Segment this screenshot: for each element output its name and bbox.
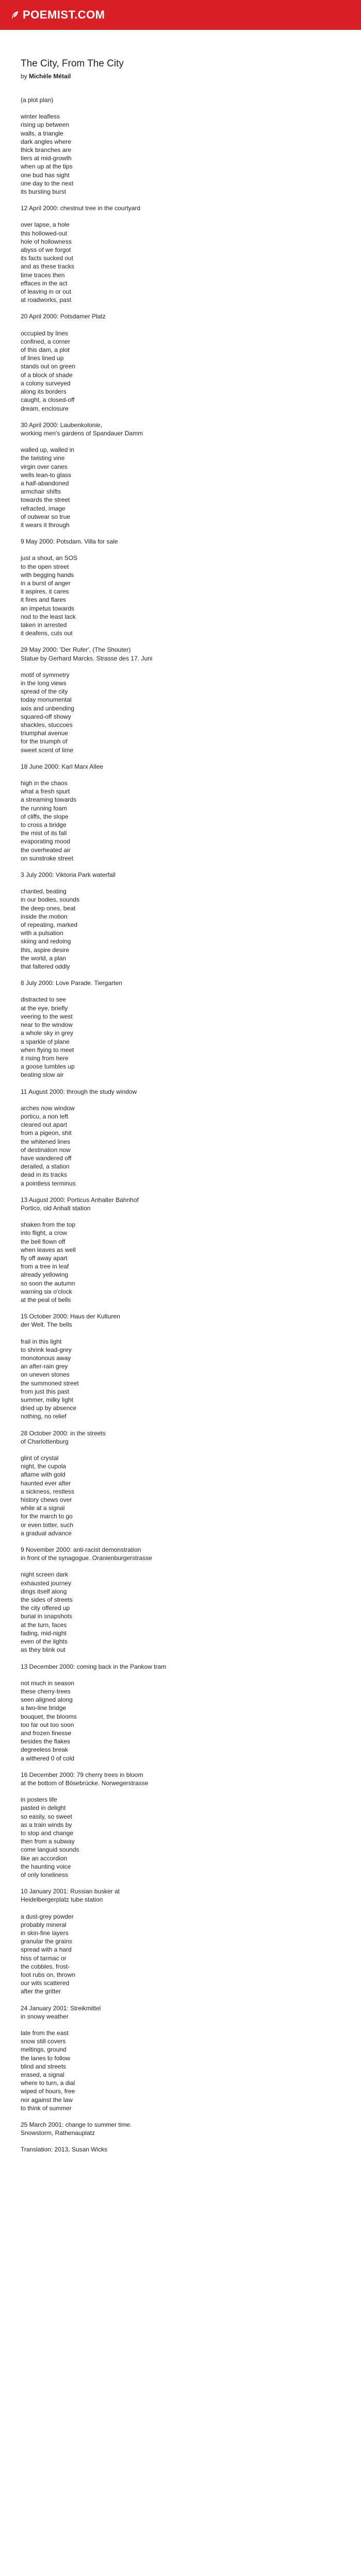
poem-stanza xyxy=(21,1795,320,1879)
poem-line: night screen dark xyxy=(21,1571,69,1579)
poem-line: nor against the law xyxy=(21,2096,73,2104)
poem-line: Snowstorm, Rathenauplatz xyxy=(21,2129,95,2137)
poem-line: a withered 0 of cold xyxy=(21,1754,75,1762)
poem-stanza xyxy=(21,671,320,754)
poem-stanza xyxy=(21,1546,320,1562)
poem-line: fading, mid-night xyxy=(21,1629,67,1637)
poem-line: of leaving in or out xyxy=(21,288,72,296)
poem-line: history chews over xyxy=(21,1496,72,1504)
poem-line: come languid sounds xyxy=(21,1846,79,1854)
poem-line: of outwear so true xyxy=(21,513,71,520)
poem-line: today monumental xyxy=(21,696,72,704)
poem-line: the mist of its fall xyxy=(21,829,67,837)
poem-line: of only loneliness xyxy=(21,1871,69,1878)
poem-line: when up at the tips xyxy=(21,163,73,171)
poem-line: of Charlottenburg xyxy=(21,1437,69,1445)
poem-line: Translation: 2013, Susan Wicks xyxy=(21,2146,108,2154)
poem-line: fly off away apart xyxy=(21,1254,68,1262)
poem-line: with a pulsation xyxy=(21,929,63,937)
poem-line: haunted ever after xyxy=(21,1479,71,1487)
poem-line: thick branches are xyxy=(21,146,72,154)
poem-byline xyxy=(21,72,320,80)
poem-line: not much in season xyxy=(21,1679,75,1687)
poem-line: shaken from the top xyxy=(21,1221,76,1229)
poem-line: of destination now xyxy=(21,1146,71,1154)
poem-line: skiing and redoing xyxy=(21,938,71,945)
poem-line: monotonous away xyxy=(21,1354,71,1362)
poem-stanza xyxy=(21,204,320,212)
poem-stanza xyxy=(21,1196,320,1212)
poem-line: while at a signal xyxy=(21,1504,65,1512)
poem-stanza xyxy=(21,2004,320,2021)
site-logo[interactable] xyxy=(10,8,105,22)
poem-line: like an accordion xyxy=(21,1854,68,1862)
poem-line: pasted in delight xyxy=(21,1804,66,1812)
poem-line: 28 October 2000: in the streets xyxy=(21,1429,106,1437)
poem-line: dream, enclosure xyxy=(21,404,69,412)
poem-stanza xyxy=(21,1104,320,1188)
poem-line: this, aspire desire xyxy=(21,946,70,954)
poem-stanza xyxy=(21,1679,320,1762)
logo-text: POEMIST.COM xyxy=(23,8,105,21)
poem-line: frail in this light xyxy=(21,1337,62,1345)
poem-line: what a fresh spurt xyxy=(21,788,70,795)
poem-line: so soon the autumn xyxy=(21,1279,75,1287)
poem-line: burial in snapshots xyxy=(21,1613,73,1620)
poem-line: it rising from here xyxy=(21,1054,69,1062)
poem-line: squared-off showy xyxy=(21,713,71,720)
poem-line: near to the window xyxy=(21,1021,73,1029)
poem-line: a goose tumbles up xyxy=(21,1063,75,1071)
poem-line: 18 June 2000: Karl Marx Allee xyxy=(21,762,104,770)
poem-stanza xyxy=(21,1221,320,1304)
poem-line: one day to the next xyxy=(21,179,74,187)
poem-line: a sparkle of plane xyxy=(21,1038,70,1045)
poem-line: or even totter, such xyxy=(21,1521,74,1529)
poem-line: taken in arrested xyxy=(21,621,67,629)
poem-line: distracted to see xyxy=(21,996,67,1004)
poem-line: towards the street xyxy=(21,496,70,504)
poem-line: that faltered oddly xyxy=(21,963,70,971)
poem-line: stands out on green xyxy=(21,363,76,370)
poem-line: besides the flakes xyxy=(21,1738,71,1745)
poem-line: on sunstroke street xyxy=(21,854,74,862)
poem-line: this hollowed-out xyxy=(21,229,68,237)
poem-line: chanted, beating xyxy=(21,888,67,895)
poem-line: arches now window xyxy=(21,1104,75,1112)
poem-line: evaporating mood xyxy=(21,838,71,845)
poem-line: seen aligned along xyxy=(21,1696,73,1704)
poem-line: with begging hands xyxy=(21,571,74,579)
poem-line: the deep ones, beat xyxy=(21,904,76,912)
poem-line: axis and unbending xyxy=(21,704,75,712)
poem-stanza xyxy=(21,2029,320,2112)
poem-line: hole of hollowness xyxy=(21,238,72,245)
poem-line: (a plot plan) xyxy=(21,96,54,104)
poem-line: from a pigeon, shit xyxy=(21,1129,72,1137)
poem-line: of a block of shade xyxy=(21,371,73,379)
poem-line: a sickness, restless xyxy=(21,1487,75,1495)
poem-line: to stop and change xyxy=(21,1829,74,1837)
poem-content xyxy=(0,30,320,2154)
poem-line: an impetus towards xyxy=(21,604,75,612)
poem-stanza xyxy=(21,2145,320,2154)
poem-line: at the peal of bells xyxy=(21,1296,71,1303)
poem-line: 13 December 2000: coming back in the Pankow tram xyxy=(21,1663,167,1670)
poem-line: then from a subway xyxy=(21,1838,75,1845)
poem-line: after the gritter xyxy=(21,1988,61,1995)
poem-line: caught, a closed-off xyxy=(21,396,75,404)
poem-line: at the bottom of Bösebrücke. Norwegerstrasse xyxy=(21,1779,149,1787)
poem-line: snow still covers xyxy=(21,2038,66,2045)
poem-line: a two-line bridge xyxy=(21,1704,67,1712)
poem-line: it deafens, cuts out xyxy=(21,630,73,637)
poem-line: erased, a signal xyxy=(21,2071,64,2079)
poem-line: night, the cupola xyxy=(21,1463,67,1470)
poem-line: in a burst of anger xyxy=(21,579,71,587)
poem-line: in the long views xyxy=(21,679,67,687)
poem-line: in snowy weather xyxy=(21,2012,69,2020)
poem-line: spread of the city xyxy=(21,688,68,696)
poem-line: shackles, stuccoes xyxy=(21,721,73,728)
poem-line: just a shout, an SOS xyxy=(21,554,78,562)
poem-stanza xyxy=(21,2121,320,2137)
poem-line: in front of the synagogue. Oranienburgerstrasse xyxy=(21,1554,152,1562)
poem-line: walls, a triangle xyxy=(21,129,63,137)
poem-line: bouquet, the blooms xyxy=(21,1713,77,1720)
poem-line: so easily, so sweet xyxy=(21,1812,72,1820)
poem-line: a dust-grey powder xyxy=(21,1912,74,1920)
poem-stanza xyxy=(21,1663,320,1671)
poem-line: a half-abandoned xyxy=(21,479,69,487)
poem-line: the twisting vine xyxy=(21,454,65,462)
poem-line: the haunting voice xyxy=(21,1862,71,1870)
poem-stanza xyxy=(21,871,320,879)
poem-line: Portico, old Anhalt station xyxy=(21,1204,91,1212)
poem-line: when flying to meet xyxy=(21,1046,74,1054)
poem-stanza xyxy=(21,1454,320,1537)
poem-line: winter leafless xyxy=(21,113,60,121)
poem-line: the overheated air xyxy=(21,846,71,854)
poem-line: derailed, a station xyxy=(21,1163,70,1171)
poem-line: it wears it through xyxy=(21,521,70,529)
poem-line: 24 January 2001: Streikmittel xyxy=(21,2004,101,2012)
poem-line: probably mineral xyxy=(21,1921,67,1928)
poem-line: dark angles where xyxy=(21,138,72,145)
poem-line: a pointless terminus xyxy=(21,1179,76,1187)
poem-line: rising up between xyxy=(21,121,70,129)
poem-stanza xyxy=(21,1570,320,1654)
poem-line: at the turn, faces xyxy=(21,1621,67,1629)
poem-line: of repeating, marked xyxy=(21,921,78,929)
poem-line: the city offered up xyxy=(21,1604,70,1612)
poem-line: as they blink out xyxy=(21,1646,65,1654)
poem-line: nothing, no relief xyxy=(21,1413,67,1420)
poem-line: 25 March 2001: change to summer time. xyxy=(21,2121,132,2129)
poem-line: tiers at mid-growth xyxy=(21,155,72,162)
poem-line: these cherry-trees xyxy=(21,1687,71,1695)
poem-stanza xyxy=(21,221,320,304)
poem-line: porticu, a non left xyxy=(21,1112,69,1120)
poem-line: working men's gardens of Spandauer Damm xyxy=(21,429,143,437)
poem-stanza xyxy=(21,329,320,413)
poem-line: along its borders xyxy=(21,388,67,396)
poem-line: confined, a corner xyxy=(21,337,71,345)
poem-line: it fires and flares xyxy=(21,596,67,604)
poem-line: degreeless break xyxy=(21,1746,69,1754)
poem-line: walled up, walled in xyxy=(21,446,75,454)
by-label: by xyxy=(21,73,27,80)
poem-line: warning six o'clock xyxy=(21,1287,72,1295)
poem-line: sweet scent of lime xyxy=(21,746,74,754)
poem-line: its bursting burst xyxy=(21,188,67,196)
poem-line: of this dam, a plot xyxy=(21,346,70,354)
poem-line: blind and streets xyxy=(21,2062,67,2070)
site-header xyxy=(0,0,361,30)
poem-line: wiped of hours, free xyxy=(21,2088,75,2095)
poem-line: the sides of streets xyxy=(21,1596,73,1604)
poem-line: foot rubs on, thrown xyxy=(21,1971,76,1978)
poem-line: where to turn, a dial xyxy=(21,2079,75,2087)
poem-line: occupied by lines xyxy=(21,329,69,337)
poem-line: meltings, ground xyxy=(21,2046,67,2054)
poem-line: dead in its tracks xyxy=(21,1171,68,1179)
poem-stanza xyxy=(21,554,320,637)
poem-line: Heidelbergerplatz tube station xyxy=(21,1896,103,1904)
poem-line: glint of crystal xyxy=(21,1454,59,1462)
poem-line: to shrink lead-grey xyxy=(21,1346,72,1353)
poem-line: the whitened lines xyxy=(21,1138,71,1145)
poem-line: to the open street xyxy=(21,563,69,570)
poem-line: in posters life xyxy=(21,1796,57,1804)
poem-line: at the eye, briefly xyxy=(21,1004,68,1012)
poem-line: and as these tracks xyxy=(21,263,75,270)
poem-stanza xyxy=(21,112,320,196)
feather-icon xyxy=(10,10,20,20)
poem-line: armchair shifts xyxy=(21,488,61,496)
poem-line: its facts sucked out xyxy=(21,255,74,262)
poem-line: 10 January 2001: Russian busker at xyxy=(21,1888,120,1895)
poem-line: 11 August 2000: through the study window xyxy=(21,1088,137,1095)
poem-line: 3 July 2000: Viktoria Park waterfall xyxy=(21,871,116,879)
poem-line: in our bodies, sounds xyxy=(21,896,80,904)
poem-stanza xyxy=(21,779,320,862)
poem-line: as a train winds by xyxy=(21,1821,72,1828)
poem-line: it aspires, it cares xyxy=(21,588,69,596)
poem-line: motif of symmetry xyxy=(21,671,70,679)
poem-stanza xyxy=(21,1312,320,1329)
poem-line: summer, milky light xyxy=(21,1396,74,1404)
poem-line: the cobbles, frost- xyxy=(21,1962,70,1970)
poem-line: a whole sky in grey xyxy=(21,1029,74,1037)
poem-line: exhausted journey xyxy=(21,1579,72,1587)
poem-line: a streaming towards xyxy=(21,796,77,804)
poem-line: 9 November 2000: anti-racist demonstration xyxy=(21,1546,141,1554)
poem-line: granular the grains xyxy=(21,1938,73,1945)
poem-line: wells lean-to glass xyxy=(21,471,72,479)
poem-line: virgin over canes xyxy=(21,463,68,470)
poem-line: hiss of tarmac or xyxy=(21,1954,67,1962)
poem-line: triumphal avenue xyxy=(21,730,69,737)
poem-stanza xyxy=(21,312,320,320)
poem-line: 13 August 2000: Porticus Anhalter Bahnhof xyxy=(21,1196,139,1204)
poem-line: to think of summer xyxy=(21,2104,72,2112)
poem-line: over lapse, a hole xyxy=(21,221,70,229)
poem-stanza xyxy=(21,1912,320,1996)
poem-line: veering to the west xyxy=(21,1012,73,1020)
poem-stanza xyxy=(21,979,320,987)
poem-line: refracted, image xyxy=(21,504,65,512)
poem-line: to cross a bridge xyxy=(21,821,67,829)
poem-line: 29 May 2000: 'Der Rufer', (The Shouter) xyxy=(21,646,131,654)
poem-line: of cliffs, the slope xyxy=(21,812,69,820)
poem-line: a colony surveyed xyxy=(21,379,71,387)
poem-line: effaces in the act xyxy=(21,279,68,287)
poem-line: 30 April 2000: Laubenkolonie, xyxy=(21,421,103,429)
poem-line: from just this past xyxy=(21,1387,70,1395)
poem-stanza xyxy=(21,537,320,546)
poem-stanza xyxy=(21,1887,320,1904)
poem-line: inside the motion xyxy=(21,912,68,920)
poem-line: too far out too soon xyxy=(21,1721,74,1728)
poem-stanza xyxy=(21,1088,320,1096)
poem-line: our wits scattered xyxy=(21,1979,70,1987)
poem-line: 16 December 2000: 79 cherry trees in bloom xyxy=(21,1771,143,1778)
poem-line: 8 July 2000: Love Parade. Tiergarten xyxy=(21,979,122,987)
poem-line: at roadworks, past xyxy=(21,296,72,304)
poem-line: abyss of we forgot xyxy=(21,246,71,254)
poem-stanza xyxy=(21,446,320,529)
poem-line: from a tree in leaf xyxy=(21,1263,69,1270)
poem-stanza xyxy=(21,1429,320,1446)
poem-stanza xyxy=(21,96,320,104)
poem-line: spread with a hard xyxy=(21,1946,72,1954)
poem-author[interactable]: Michèle Métail xyxy=(29,73,71,80)
poem-line: in skin-fine layers xyxy=(21,1929,69,1937)
poem-line: aflame with gold xyxy=(21,1471,65,1479)
poem-line: high in the chaos xyxy=(21,779,68,787)
poem-line: a gradual advance xyxy=(21,1529,72,1537)
poem-line: der Welt. The bells xyxy=(21,1321,72,1329)
poem-line: for the triumph of xyxy=(21,738,68,745)
poem-line: 20 April 2000: Potsdamer Platz xyxy=(21,313,106,320)
poem-line: an after-rain grey xyxy=(21,1363,68,1370)
poem-line: into flight, a crow xyxy=(21,1229,68,1237)
poem-line: the lanes to follow xyxy=(21,2054,71,2062)
poem-line: already yellowing xyxy=(21,1271,69,1279)
poem-line: one bud has sight xyxy=(21,171,70,179)
poem-line: when leaves as well xyxy=(21,1246,76,1253)
poem-line: 12 April 2000: chestnut tree in the courtyard xyxy=(21,205,141,212)
poem-line: for the march to go xyxy=(21,1513,73,1520)
poem-line: beating slow air xyxy=(21,1071,64,1079)
poem-line: the summoned street xyxy=(21,1379,79,1387)
poem-line: dings itself along xyxy=(21,1587,67,1595)
poem-stanza xyxy=(21,887,320,971)
poem-line: of lines lined up xyxy=(21,354,64,362)
poem-stanza xyxy=(21,646,320,662)
poem-body xyxy=(21,96,320,2154)
poem-line: 15 October 2000: Haus der Kulturen xyxy=(21,1313,120,1320)
poem-line: late from the east xyxy=(21,2029,69,2037)
poem-line: cleared out apart xyxy=(21,1121,68,1129)
poem-stanza xyxy=(21,762,320,771)
poem-line: dried up by absence xyxy=(21,1404,77,1412)
poem-line: 9 May 2000: Potsdam. Villa for sale xyxy=(21,538,118,546)
poem-line: even of the lights xyxy=(21,1638,68,1646)
poem-line: nod to the least lack xyxy=(21,613,76,620)
poem-line: the bell flown off xyxy=(21,1238,65,1245)
poem-stanza xyxy=(21,1337,320,1421)
poem-stanza xyxy=(21,995,320,1079)
poem-line: the running foam xyxy=(21,804,68,812)
poem-title: The City, From The City xyxy=(21,58,124,69)
poem-line: the world, a plan xyxy=(21,954,67,962)
poem-line: Statue by Gerhard Marcks. Strasse des 17. Juni xyxy=(21,654,153,662)
poem-line: and frozen finesse xyxy=(21,1729,72,1737)
poem-stanza xyxy=(21,1771,320,1787)
poem-stanza xyxy=(21,421,320,437)
poem-line: have wandered off xyxy=(21,1154,72,1162)
poem-line: on uneven stones xyxy=(21,1371,70,1379)
poem-line: time traces then xyxy=(21,271,65,279)
